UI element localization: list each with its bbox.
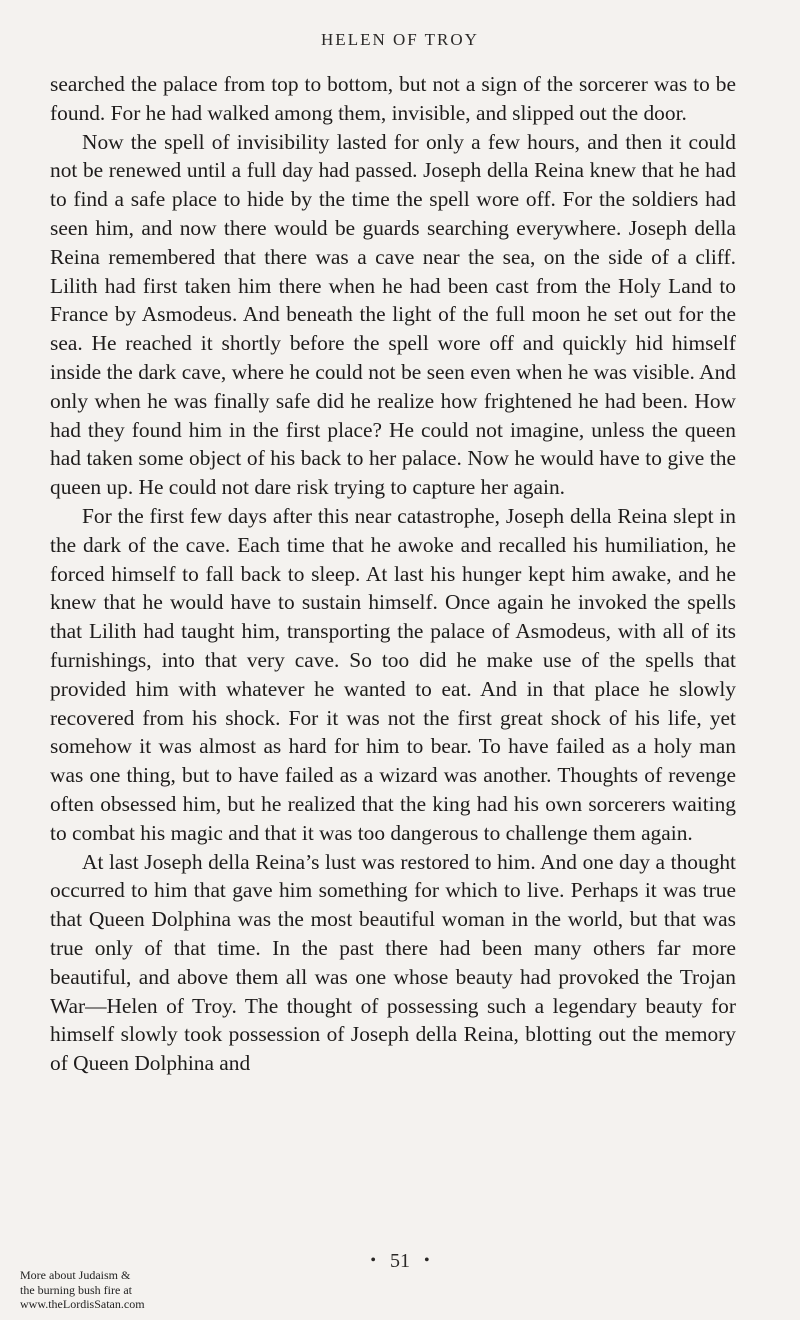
site-note-line-2: the burning bush fire at — [20, 1282, 132, 1297]
paragraph-3: For the first few days after this near catastrophe, Joseph della Reina slept in the dark of the cave. Each time that he awoke and recalled his humiliation, he forced himself to fall back to sleep. At last his hunger kept him awake, and he knew that he would have to sustain himself. Once again he invoked the spells that Lilith had taught him, transporting the palace of Asmodeus, with all of its furnishings, into that very cave. So too did he make use of the spells that provided him with whatever he wanted to eat. And in that place he slowly recovered from his shock. For it was not the first great shock of his life, yet somehow it was almost as hard for him to bear. To have failed as a holy man was one thing, but to have failed as a wizard was another. Thoughts of revenge often obsessed him, but he realized that the king had his own sorcerers waiting to combat his magic and that it was too dangerous to challenge them again. — [50, 503, 736, 845]
bullet-right: • — [424, 1252, 430, 1269]
body-text — [50, 70, 736, 1078]
running-head: HELEN OF TROY — [321, 30, 479, 49]
site-note-url: www.theLordisSatan.com — [20, 1297, 145, 1311]
page-number: 51 — [390, 1250, 410, 1272]
paragraph-4: At last Joseph della Reina’s lust was restored to him. And one day a thought occurred to him that gave him something for which to live. Perhaps it was true that Queen Dolphina was the most beautiful woman in the world, but that was true only of that time. In the past there had been many others far more beautiful, and above them all was one whose beauty had provoked the Trojan War—Helen of Troy. The thought of possessing such a legendary beauty for himself slowly took possession of Joseph della Reina, blotting out the memory of Queen Dolphina and — [50, 849, 736, 1076]
paragraph-2: Now the spell of invisibility lasted for only a few hours, and then it could not be renewed until a full day had passed. Joseph della Reina knew that he had to find a safe place to hide by the time the spell wore off. For the soldiers had seen him, and now there would be guards searching everywhere. Joseph della Reina remembered that there was a cave near the sea, on the side of a cliff. Lilith had first taken him there when he had been cast from the Holy Land to France by Asmodeus. And beneath the light of the full moon he set out for the sea. He reached it shortly before the spell wore off and quickly hid himself inside the dark cave, where he could not be seen even when he was visible. And only when he was finally safe did he realize how frightened he had been. How had they found him in the first place? He could not imagine, unless the queen had taken some object of his back to her palace. Now he would have to give the queen up. He could not dare risk trying to capture her again. — [50, 129, 736, 500]
site-note — [20, 1268, 210, 1312]
site-note-line-1: More about Judaism & — [20, 1268, 131, 1282]
paragraph-1: searched the palace from top to bottom, but not a sign of the sorcerer was to be found. For he had walked among them, invisible, and slipped out the door. — [50, 72, 736, 125]
bullet-left: • — [370, 1252, 376, 1269]
